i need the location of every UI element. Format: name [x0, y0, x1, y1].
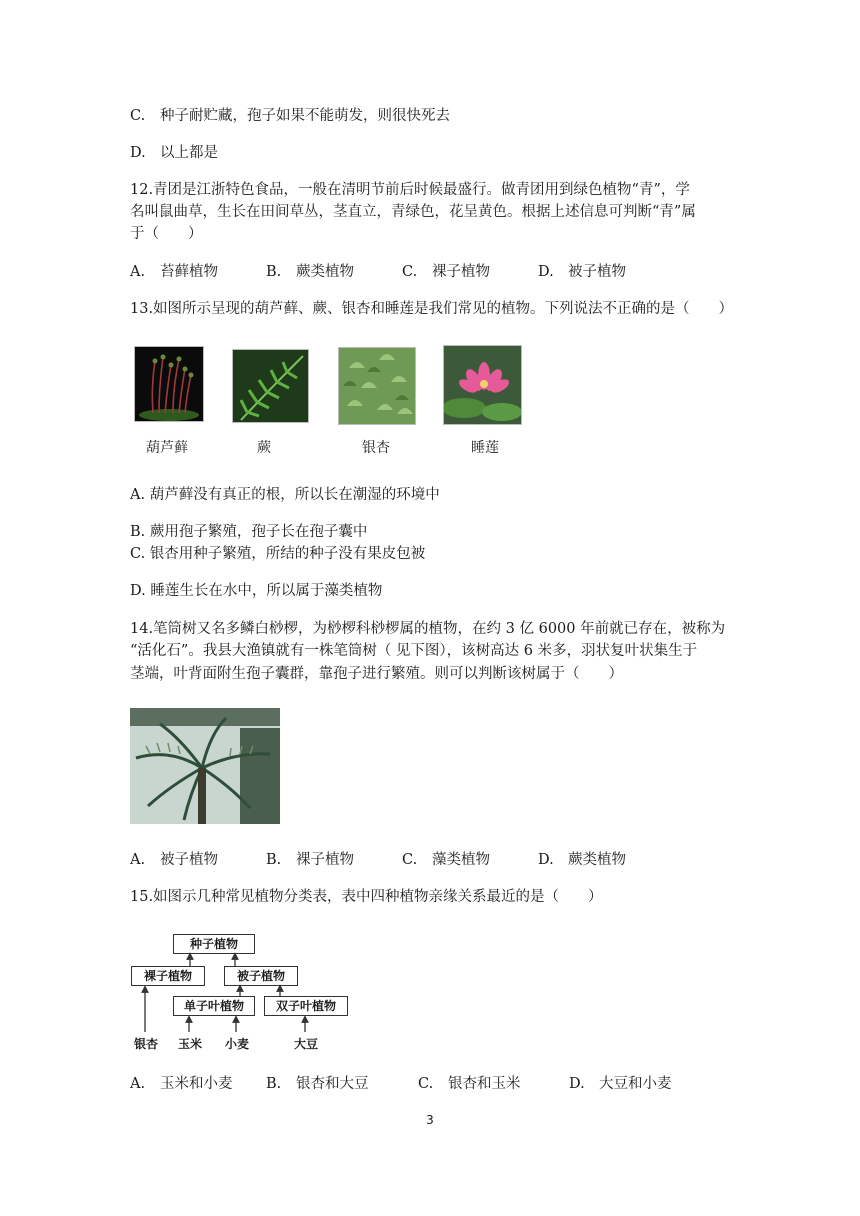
option-label: B.	[266, 264, 282, 280]
q12-stem-line3: 于（ ）	[130, 226, 203, 242]
q15-option-c	[418, 1075, 521, 1093]
option-label: A.	[130, 852, 146, 868]
option-label: B.	[266, 1076, 282, 1092]
angiosperm-box: 被子植物	[224, 966, 298, 986]
q15-option-b	[266, 1075, 369, 1093]
option-label: C.	[402, 264, 418, 280]
leaf-ginkgo: 银杏	[134, 1037, 159, 1051]
option-label: B.	[130, 524, 146, 540]
leaf-soybean: 大豆	[294, 1037, 319, 1051]
option-label: D.	[130, 145, 146, 161]
leaf-wheat: 小麦	[225, 1037, 250, 1051]
option-label: C.	[130, 108, 146, 124]
option-label: D.	[538, 852, 554, 868]
q14-stem-line1: 14.笔筒树又名多鳞白桫椤，为桫椤科桫椤属的植物，在约 3 亿 6000 年前就已存在，被称为	[130, 621, 726, 637]
caption-fern: 蕨	[257, 440, 271, 456]
caption-water-lily: 睡莲	[471, 440, 499, 456]
option-text: 大豆和小麦	[599, 1076, 672, 1092]
option-text: 银杏和玉米	[448, 1076, 521, 1092]
option-label: D.	[130, 583, 146, 599]
option-text: 葫芦藓没有真正的根，所以长在潮湿的环境中	[149, 487, 440, 503]
gymnosperm-box: 裸子植物	[131, 966, 205, 986]
option-text: 蕨类植物	[568, 852, 626, 868]
option-text: 蕨用孢子繁殖，孢子长在孢子囊中	[149, 524, 368, 540]
q15-option-a	[130, 1075, 233, 1093]
caption-ginkgo: 银杏	[362, 440, 390, 456]
option-label: B.	[266, 852, 282, 868]
caption-moss: 葫芦藓	[146, 440, 188, 456]
option-text: 藻类植物	[432, 852, 490, 868]
option-text: 被子植物	[160, 852, 218, 868]
option-text: 睡莲生长在水中，所以属于藻类植物	[150, 583, 383, 599]
q15-stem: 15.如图示几种常见植物分类表，表中四种植物亲缘关系最近的是（ ）	[130, 889, 603, 905]
option-label: D.	[538, 264, 554, 280]
option-text: 被子植物	[568, 264, 626, 280]
option-text: 蕨类植物	[296, 264, 354, 280]
option-label: C.	[418, 1076, 434, 1092]
option-text: 银杏用种子繁殖，所结的种子没有果皮包被	[149, 546, 426, 562]
option-text: 玉米和小麦	[160, 1076, 233, 1092]
q14-stem-line2: “活化石”。我县大渔镇就有一株笔筒树（ 见下图），该树高达 6 米多，羽状复叶状集生于	[130, 643, 698, 659]
option-label: C.	[402, 852, 418, 868]
option-text: 苔藓植物	[160, 264, 218, 280]
option-text: 银杏和大豆	[296, 1076, 369, 1092]
q12-stem-line2: 名叫鼠曲草，生长在田间草丛，茎直立，青绿色，花呈黄色。根据上述信息可判断“青”属	[130, 204, 696, 220]
q15-option-d	[569, 1075, 672, 1093]
seed-plants-box: 种子植物	[173, 934, 255, 954]
option-label: D.	[569, 1076, 585, 1092]
option-text: 裸子植物	[296, 852, 354, 868]
option-label: A.	[130, 1076, 146, 1092]
dicot-box: 双子叶植物	[264, 996, 348, 1016]
leaf-corn: 玉米	[178, 1037, 203, 1051]
q12-stem-line1: 12.青团是江浙特色食品，一般在清明节前后时候最盛行。做青团用到绿色植物“青”，学	[130, 182, 690, 198]
q13-stem: 13.如图所示呈现的葫芦藓、蕨、银杏和睡莲是我们常见的植物。下列说法不正确的是（ ）	[130, 301, 734, 317]
option-label: A.	[130, 487, 146, 503]
option-text: 种子耐贮藏，孢子如果不能萌发，则很快死去	[160, 108, 450, 124]
page-number: 3	[426, 1113, 434, 1127]
q14-stem-line3: 茎端，叶背面附生孢子囊群，靠孢子进行繁殖。则可以判断该树属于（ ）	[130, 666, 623, 682]
monocot-box: 单子叶植物	[173, 996, 255, 1016]
option-label: C.	[130, 546, 146, 562]
option-label: A.	[130, 264, 146, 280]
option-text: 裸子植物	[432, 264, 490, 280]
option-text: 以上都是	[160, 145, 218, 161]
